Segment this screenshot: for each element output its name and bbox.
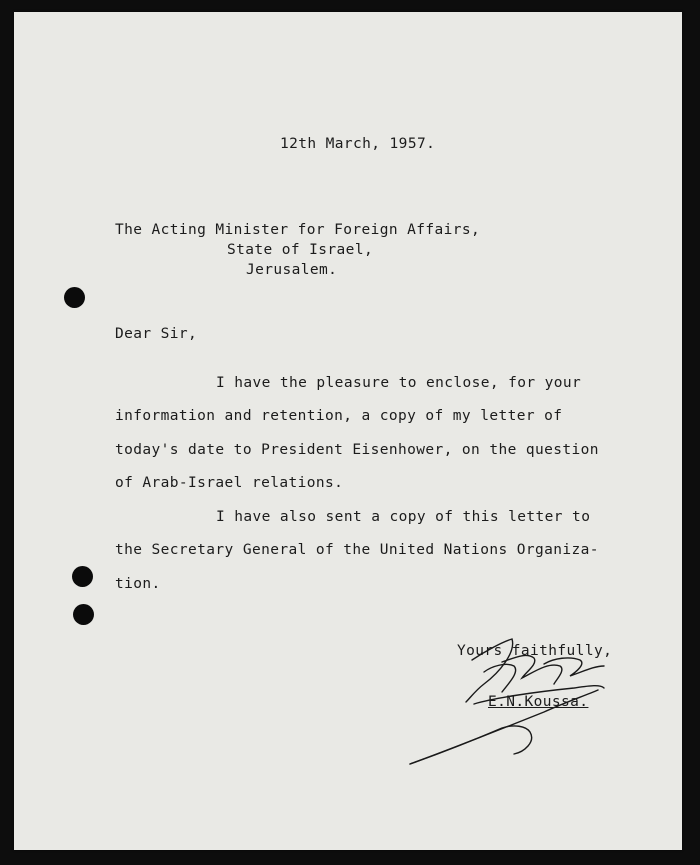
body-line: I have also sent a copy of this letter to xyxy=(216,509,591,525)
body-line: information and retention, a copy of my letter of xyxy=(115,408,563,424)
body-line: I have the pleasure to enclose, for your xyxy=(216,375,582,391)
body-line: of Arab-Israel relations. xyxy=(115,475,344,491)
body-line: the Secretary General of the United Nations Organiza- xyxy=(115,542,599,558)
body-line: today's date to President Eisenhower, on the question xyxy=(115,442,599,458)
signer-name: E.N.Koussa. xyxy=(488,694,589,710)
salutation: Dear Sir, xyxy=(115,326,198,342)
recipient-line: State of Israel, xyxy=(227,242,374,258)
recipient-line: Jerusalem. xyxy=(246,262,338,278)
handwritten-signature-icon xyxy=(14,12,682,850)
body-line: tion. xyxy=(115,576,161,592)
letter-page xyxy=(14,12,682,850)
letter-date: 12th March, 1957. xyxy=(280,136,436,152)
closing: Yours faithfully, xyxy=(457,643,613,659)
recipient-line: The Acting Minister for Foreign Affairs, xyxy=(115,222,481,238)
